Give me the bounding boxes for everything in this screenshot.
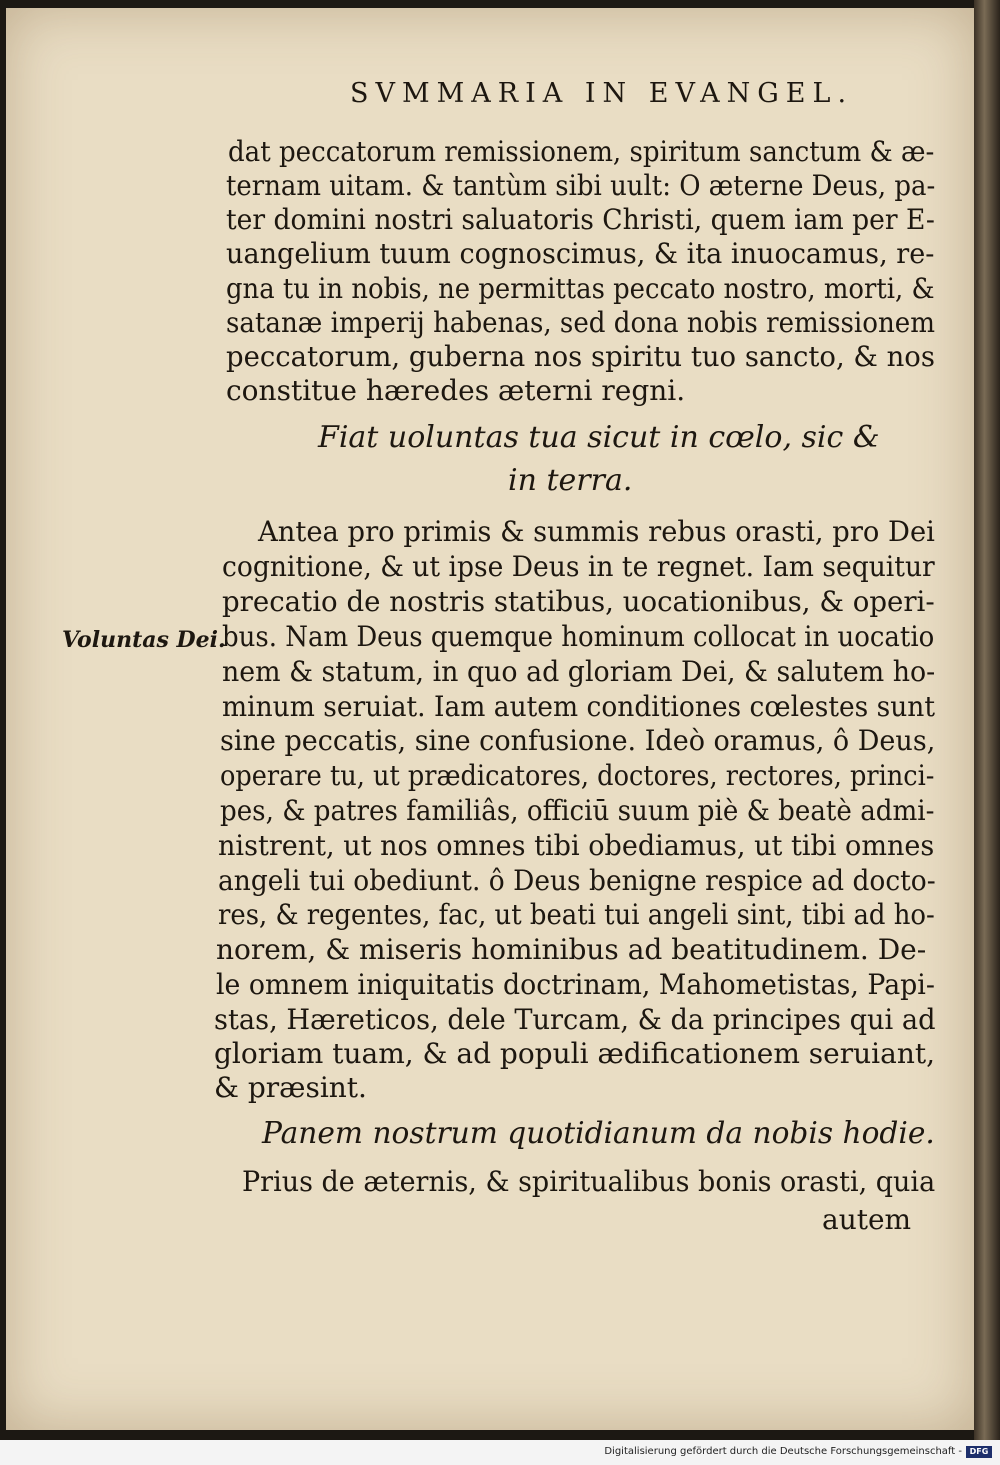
text-line: stas, Hæreticos, dele Turcam, & da principes qui ad xyxy=(214,1003,936,1036)
marginal-note: Voluntas Dei. xyxy=(62,627,226,653)
text-line: dat peccatorum remissionem, spiritum sanctum & æ- xyxy=(228,135,935,168)
text-line: Prius de æternis, & spiritualibus bonis orasti, quia xyxy=(242,1165,936,1198)
section-heading: Panem nostrum quotidianum da nobis hodie. xyxy=(262,1116,935,1151)
text-line: & præsint. xyxy=(214,1071,367,1104)
section-heading: in terra. xyxy=(508,463,633,498)
text-line: res, & regentes, fac, ut beati tui angeli sint, tibi ad ho- xyxy=(218,898,935,931)
text-line: nistrent, ut nos omnes tibi obediamus, ut tibi omnes xyxy=(218,829,935,862)
section-heading: Fiat uoluntas tua sicut in cœlo, sic & xyxy=(318,420,880,455)
text-line: cognitione, & ut ipse Deus in te regnet. Iam sequitur xyxy=(222,550,935,583)
running-head: SVMMARIA IN EVANGEL. xyxy=(350,78,854,109)
text-line: gloriam tuam, & ad populi ædificationem seruiant, xyxy=(214,1037,935,1070)
text-line: Antea pro primis & summis rebus orasti, pro Dei xyxy=(258,515,935,548)
text-line: operare tu, ut prædicatores, doctores, rectores, princi- xyxy=(220,759,935,792)
text-line: peccatorum, guberna nos spiritu tuo sancto, & nos xyxy=(226,340,935,373)
page-edge xyxy=(974,0,1000,1440)
dfg-logo-icon: DFG xyxy=(966,1446,992,1458)
text-line: satanæ imperij habenas, sed dona nobis remissionem xyxy=(226,306,935,339)
text-line: angeli tui obediunt. ô Deus benigne respice ad docto- xyxy=(218,864,936,897)
text-line: ter domini nostri saluatoris Christi, quem iam per E- xyxy=(226,203,935,236)
footer-credit: Digitalisierung gefördert durch die Deutsche Forschungsgemeinschaft - xyxy=(604,1446,962,1457)
text-line: constitue hæredes æterni regni. xyxy=(226,374,686,407)
text-line: minum seruiat. Iam autem conditiones cœlestes sunt xyxy=(222,690,936,723)
text-line: pes, & patres familiâs, officiū suum piè & beatè admi- xyxy=(220,794,935,827)
catchword: autem xyxy=(822,1203,912,1236)
text-line: le omnem iniquitatis doctrinam, Mahometistas, Papi- xyxy=(216,968,935,1001)
text-line: bus. Nam Deus quemque hominum collocat in uocatio xyxy=(222,620,935,653)
text-line: nem & statum, in quo ad gloriam Dei, & salutem ho- xyxy=(222,655,936,688)
text-line: precatio de nostris statibus, uocationibus, & operi- xyxy=(222,585,935,618)
text-line: uangelium tuum cognoscimus, & ita inuocamus, re- xyxy=(226,237,935,270)
text-line: norem, & miseris hominibus ad beatitudinem. De- xyxy=(216,933,927,966)
text-line: gna tu in nobis, ne permittas peccato nostro, morti, & xyxy=(226,272,935,305)
text-line: sine peccatis, sine confusione. Ideò oramus, ô Deus, xyxy=(220,724,936,757)
text-line: ternam uitam. & tantùm sibi uult: O æterne Deus, pa- xyxy=(226,169,936,202)
